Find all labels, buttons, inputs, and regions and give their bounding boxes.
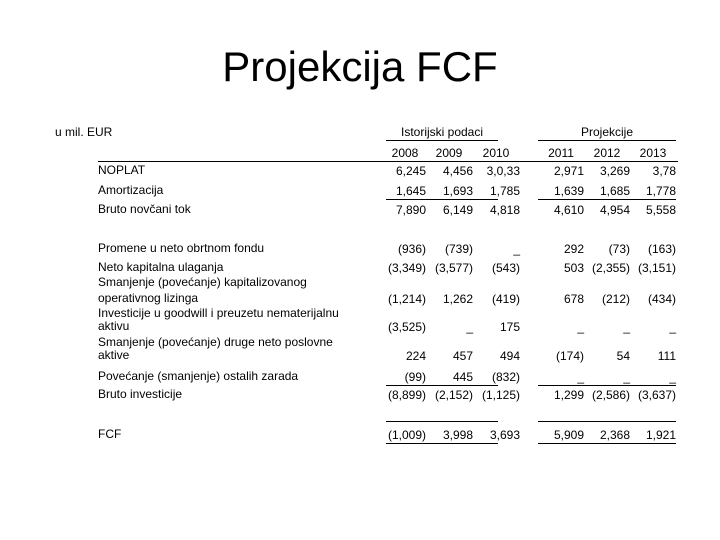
cell-fcf-2011: 5,909: [553, 428, 584, 442]
cell-bruto-tok-2009: 6,149: [442, 203, 473, 217]
cell-lizing-2012: (212): [601, 292, 630, 306]
cell-lizing-2010: (419): [491, 292, 520, 306]
cell-druga-aktiva-2011: (174): [555, 349, 584, 363]
cell-bruto-inv-2013: (3,637): [637, 388, 676, 402]
row-label-noplat: NOPLAT: [98, 163, 146, 177]
year-header-2009: 2009: [435, 146, 463, 160]
cell-goodwill-2010: 175: [499, 320, 520, 334]
cell-nof-2012: (73): [608, 242, 630, 256]
cell-fcf-2013: 1,921: [645, 428, 676, 442]
row-label-goodwill-line1: Investicije u goodwill i preuzetu nematerijalnu: [98, 306, 339, 320]
cell-ostale-zarade-2011: _: [577, 370, 584, 384]
row-label-druga-aktiva-line1: Smanjenje (povećanje) druge neto poslovne: [98, 335, 333, 349]
cell-bruto-inv-2009: (2,152): [434, 388, 473, 402]
cell-lizing-2013: (434): [647, 292, 676, 306]
cell-capex-2012: (2,355): [591, 261, 630, 275]
cell-nof-2010: _: [513, 242, 520, 256]
cell-capex-2013: (3,151): [637, 261, 676, 275]
row-label-fcf: FCF: [98, 427, 122, 441]
cell-amortizacija-2012: 1,685: [599, 184, 630, 198]
cell-lizing-2009: 1,262: [442, 292, 473, 306]
cell-goodwill-2013: _: [669, 320, 676, 334]
fcf-rule-historical: [386, 421, 498, 422]
projected-group-header: Projekcije: [580, 125, 634, 139]
cell-ostale-zarade-2008: (99): [404, 370, 426, 384]
cell-fcf-2010: 3,693: [489, 428, 520, 442]
cell-bruto-inv-2011: 1,299: [553, 388, 584, 402]
cell-bruto-inv-2008: (8,899): [387, 388, 426, 402]
cell-noplat-2011: 2,971: [553, 164, 584, 178]
cell-amortizacija-2011: 1,639: [553, 184, 584, 198]
year-header-2008: 2008: [391, 146, 419, 160]
fcf-bottom-rule-projected: [538, 443, 676, 444]
cell-noplat-2009: 4,456: [442, 164, 473, 178]
row-label-bruto-novcani-tok: Bruto novčani tok: [98, 202, 191, 216]
row-label-amortizacija: Amortizacija: [98, 183, 164, 197]
row-label-lizing-line2: operativnog lizinga: [98, 291, 199, 305]
cell-ostale-zarade-2010: (832): [491, 370, 520, 384]
cell-goodwill-2011: _: [577, 320, 584, 334]
cell-ostale-zarade-2013: _: [669, 370, 676, 384]
cell-druga-aktiva-2009: 457: [452, 349, 473, 363]
investment-rule-projected: [538, 385, 676, 386]
cell-bruto-tok-2010: 4,818: [489, 203, 520, 217]
row-label-druga-aktiva-line2: aktive: [98, 348, 130, 362]
row-label-neto-kapitalna-ulaganja: Neto kapitalna ulaganja: [98, 260, 224, 274]
cell-bruto-tok-2008: 7,890: [395, 203, 426, 217]
row-label-promene-nof: Promene u neto obrtnom fondu: [98, 241, 265, 255]
cell-fcf-2012: 2,368: [599, 428, 630, 442]
historical-group-header: Istorijski podaci: [400, 125, 484, 139]
historical-group-underline: [386, 140, 498, 141]
cell-nof-2009: (739): [444, 242, 473, 256]
investment-rule-historical: [386, 385, 498, 386]
page-title: Projekcija FCF: [222, 43, 498, 90]
cell-fcf-2008: (1,009): [387, 428, 426, 442]
cell-noplat-2008: 6,245: [395, 164, 426, 178]
row-label-lizing-line1: Smanjenje (povećanje) kapitalizovanog: [98, 275, 307, 289]
cell-goodwill-2012: _: [623, 320, 630, 334]
cell-noplat-2013: 3,78: [652, 164, 676, 178]
cell-lizing-2008: (1,214): [387, 292, 426, 306]
cell-capex-2008: (3,349): [387, 261, 426, 275]
cell-noplat-2012: 3,269: [599, 164, 630, 178]
cell-bruto-tok-2012: 4,954: [599, 203, 630, 217]
cell-nof-2008: (936): [397, 242, 426, 256]
row-label-bruto-investicije: Bruto investicije: [98, 387, 183, 401]
year-header-2013: 2013: [639, 146, 667, 160]
cell-amortizacija-2013: 1,778: [645, 184, 676, 198]
cell-lizing-2011: 678: [563, 292, 584, 306]
cell-fcf-2009: 3,998: [442, 428, 473, 442]
cell-bruto-inv-2010: (1,125): [481, 388, 520, 402]
cell-goodwill-2009: _: [466, 320, 473, 334]
cell-druga-aktiva-2013: 111: [657, 349, 676, 363]
year-header-2012: 2012: [593, 146, 621, 160]
cell-nof-2011: 292: [563, 242, 584, 256]
subtotal-rule-projected: [538, 199, 676, 200]
cell-ostale-zarade-2012: _: [623, 370, 630, 384]
cell-amortizacija-2008: 1,645: [395, 184, 426, 198]
cell-capex-2011: 503: [563, 261, 584, 275]
cell-nof-2013: (163): [647, 242, 676, 256]
cell-druga-aktiva-2010: 494: [499, 349, 520, 363]
header-rule: [98, 161, 678, 162]
cell-druga-aktiva-2008: 224: [405, 349, 426, 363]
cell-bruto-tok-2013: 5,558: [645, 203, 676, 217]
cell-bruto-inv-2012: (2,586): [591, 388, 630, 402]
cell-capex-2009: (3,577): [434, 261, 473, 275]
cell-noplat-2010: 3,0,33: [486, 164, 520, 178]
unit-label: u mil. EUR: [55, 125, 113, 139]
year-header-2011: 2011: [548, 146, 574, 160]
row-label-ostale-zarade: Povećanje (smanjenje) ostalih zarada: [98, 369, 299, 383]
cell-ostale-zarade-2009: 445: [452, 370, 473, 384]
fcf-rule-projected: [538, 421, 676, 422]
subtotal-rule-historical: [386, 199, 498, 200]
row-label-goodwill-line2: aktivu: [98, 319, 130, 333]
cell-goodwill-2008: (3,525): [387, 320, 426, 334]
year-header-2010: 2010: [482, 146, 510, 160]
cell-capex-2010: (543): [491, 261, 520, 275]
projected-group-underline: [538, 140, 676, 141]
fcf-bottom-rule-historical: [386, 443, 498, 444]
cell-druga-aktiva-2012: 54: [616, 349, 630, 363]
cell-bruto-tok-2011: 4,610: [553, 203, 584, 217]
cell-amortizacija-2010: 1,785: [489, 184, 520, 198]
cell-amortizacija-2009: 1,693: [442, 184, 473, 198]
